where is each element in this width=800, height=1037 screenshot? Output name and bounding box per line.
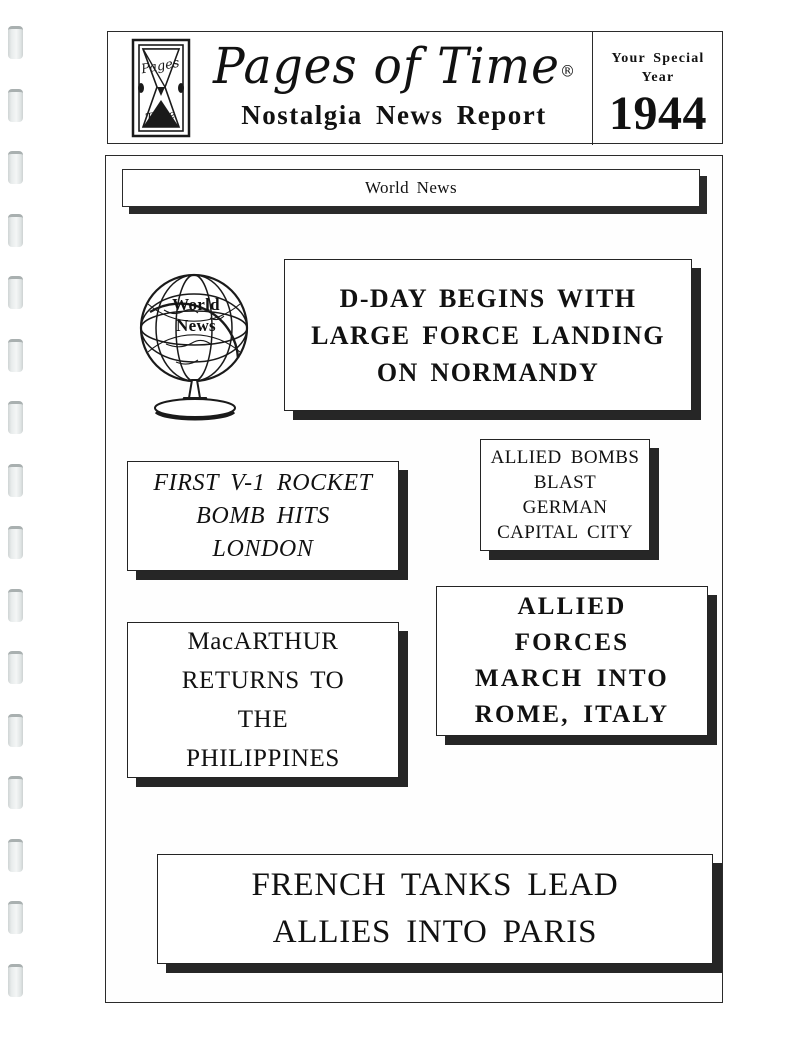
- headline-line: ALLIES INTO PARIS: [272, 914, 598, 950]
- year-block: [592, 32, 722, 145]
- section-banner-title: World News: [364, 178, 458, 197]
- headline-box-v1-rocket: [127, 461, 399, 571]
- headline-line: LONDON: [212, 535, 314, 562]
- headline-line: FORCES: [514, 629, 630, 656]
- headline-line: MacARTHUR: [187, 628, 339, 655]
- headline-box-d-day: [284, 259, 692, 411]
- svg-text:Pages: Pages: [140, 55, 181, 78]
- headline-box-macarthur: [127, 622, 399, 778]
- headline-line: THE: [237, 706, 289, 733]
- binding-hole: [8, 214, 23, 247]
- section-banner: [122, 169, 700, 207]
- headline-face: [284, 259, 692, 411]
- binding-hole: [8, 276, 23, 309]
- binding-hole: [8, 901, 23, 934]
- headline-line: ON NORMANDY: [376, 357, 600, 387]
- binding-hole: [8, 776, 23, 809]
- spiral-binding-strip: [0, 0, 60, 1037]
- year-label-line-1: Your Special: [611, 51, 705, 66]
- title-block: [204, 32, 584, 145]
- headline-face: [436, 586, 708, 736]
- headline-face: [127, 622, 399, 778]
- headline-line: RETURNS TO: [181, 667, 345, 694]
- svg-text:Time: Time: [144, 106, 177, 126]
- binding-hole: [8, 151, 23, 184]
- publication-script-title: [204, 36, 584, 102]
- hourglass-logo: [130, 38, 192, 138]
- globe-label-line-2: News: [176, 316, 216, 335]
- binding-hole: [8, 526, 23, 559]
- headline-line: ALLIED: [517, 593, 627, 620]
- page-content-frame: [105, 155, 723, 1003]
- binding-hole: [8, 651, 23, 684]
- headline-face: [480, 439, 650, 551]
- headline-face: [157, 854, 713, 964]
- headline-line: ALLIED BOMBS: [490, 447, 640, 468]
- binding-hole: [8, 589, 23, 622]
- year-value: 1944: [609, 87, 707, 140]
- binding-hole: [8, 339, 23, 372]
- binding-hole: [8, 89, 23, 122]
- publication-title-text: Pages of Time: [213, 37, 560, 96]
- publication-subtitle: Nostalgia News Report: [241, 100, 547, 130]
- headline-line: CAPITAL CITY: [497, 522, 633, 543]
- headline-line: BOMB HITS: [196, 502, 330, 529]
- year-label-line-2: Year: [641, 70, 675, 85]
- headline-box-allied-bombs: [480, 439, 650, 551]
- binding-hole: [8, 401, 23, 434]
- headline-line: LARGE FORCE LANDING: [311, 320, 665, 350]
- headline-line: FRENCH TANKS LEAD: [251, 867, 619, 903]
- binding-hole: [8, 839, 23, 872]
- headline-box-french-tanks: [157, 854, 713, 964]
- headline-line: ROME, ITALY: [474, 701, 670, 728]
- binding-hole: [8, 26, 23, 59]
- headline-box-allied-forces-rome: [436, 586, 708, 736]
- headline-line: GERMAN: [522, 497, 608, 518]
- section-banner-face: [122, 169, 700, 207]
- masthead: [107, 31, 723, 144]
- binding-hole: [8, 714, 23, 747]
- headline-line: PHILIPPINES: [186, 745, 340, 772]
- binding-hole: [8, 464, 23, 497]
- headline-line: FIRST V-1 ROCKET: [153, 469, 373, 496]
- globe-icon: [126, 266, 266, 421]
- registered-trademark-icon: ®: [559, 61, 575, 81]
- headline-face: [127, 461, 399, 571]
- headline-line: MARCH INTO: [475, 665, 669, 692]
- globe-label-line-1: World: [172, 295, 220, 314]
- headline-line: BLAST: [533, 472, 597, 493]
- headline-line: D-DAY BEGINS WITH: [339, 283, 637, 313]
- binding-hole: [8, 964, 23, 997]
- year-label: [593, 49, 723, 87]
